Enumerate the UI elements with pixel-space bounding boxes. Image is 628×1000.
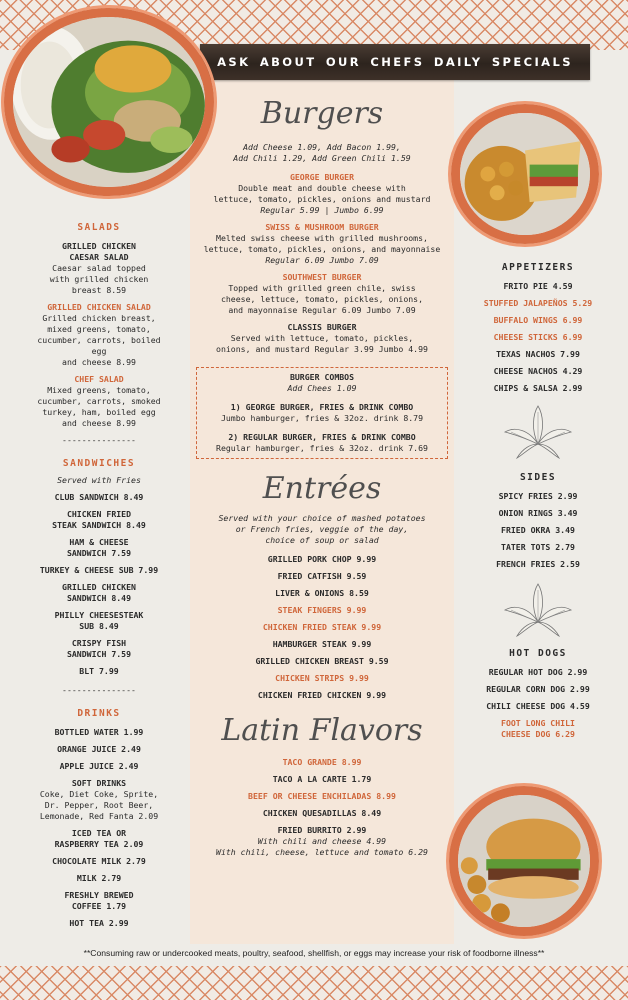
drink-item: HOT TEA 2.99 <box>69 918 129 928</box>
entree-item: CHICKEN FRIED CHICKEN 9.99 <box>257 690 387 700</box>
sandwich-item: BLT 7.99 <box>79 666 119 676</box>
drink-item: BOTTLED WATER 1.99 <box>54 727 144 737</box>
burger-item-name: SWISS & MUSHROOM BURGER <box>265 222 379 232</box>
appetizer-item: TEXAS NACHOS 7.99 <box>496 349 580 359</box>
separator: --------------- <box>62 435 136 445</box>
drink-item: ICED TEA OR RASPBERRY TEA 2.09 <box>54 828 144 849</box>
combos-title: BURGER COMBOS <box>289 372 355 382</box>
salad-item-name: GRILLED CHICKEN CAESAR SALAD <box>62 241 136 262</box>
entree-item: FRIED CATFISH 9.59 <box>277 571 367 581</box>
side-item: SPICY FRIES 2.99 <box>498 491 578 501</box>
salad-item-desc: Grilled chicken breast, mixed greens, tomato, cucumber, carrots, boiled egg and cheese 8.99 <box>37 313 161 367</box>
combo-item-desc: Jumbo hamburger, fries & 32oz. drink 8.79 <box>220 413 424 423</box>
side-item: FRENCH FRIES 2.59 <box>496 559 580 569</box>
salad-item-name: CHEF SALAD <box>74 374 124 384</box>
sandwiches-subtitle: Served with Fries <box>57 475 141 485</box>
salads-title: SALADS <box>77 222 121 233</box>
burger-addons: Add Cheese 1.09, Add Bacon 1.99, Add Chili 1.29, Add Green Chili 1.59 <box>233 142 411 163</box>
daily-specials-banner: ASK ABOUT OUR CHEFS DAILY SPECIALS <box>200 44 590 80</box>
burger-item-desc: Melted swiss cheese with grilled mushrooms, lettuce, tomato, pickles, onions, and mayonnaise Regular 6.09 Jumbo 7.09 <box>203 233 441 265</box>
latin-item: TACO A LA CARTE 1.79 <box>272 774 372 784</box>
drink-item: MILK 2.79 <box>76 873 122 883</box>
appetizer-item: STUFFED JALAPEÑOS 5.29 <box>483 298 593 308</box>
entree-item: CHICKEN STRIPS 9.99 <box>275 673 369 683</box>
drink-item: ORANGE JUICE 2.49 <box>57 744 141 754</box>
burger-item-desc: Served with lettuce, tomato, pickles, onions, and mustard Regular 3.99 Jumbo 4.99 <box>216 333 428 354</box>
separator: --------------- <box>62 685 136 695</box>
hotdog-item: REGULAR CORN DOG 2.99 <box>486 684 590 694</box>
hotdog-item: REGULAR HOT DOG 2.99 <box>488 667 588 677</box>
entree-item: STEAK FINGERS 9.99 <box>277 605 367 615</box>
sandwich-item: CLUB SANDWICH 8.49 <box>54 492 144 502</box>
hot-dogs-title: HOT DOGS <box>509 648 567 659</box>
soft-drinks-desc: Coke, Diet Coke, Sprite, Dr. Pepper, Root Beer, Lemonade, Red Fanta 2.09 <box>39 789 159 821</box>
combo-item-name: 1) GEORGE BURGER, FRIES & DRINK COMBO <box>230 402 414 412</box>
hotdog-item: FOOT LONG CHILI CHEESE DOG 6.29 <box>501 718 575 739</box>
entrees-title: Entrées <box>262 471 382 506</box>
salad-item-name: GRILLED CHICKEN SALAD <box>47 302 151 312</box>
burger-combos-box <box>196 367 448 459</box>
appetizer-item: CHEESE NACHOS 4.29 <box>493 366 583 376</box>
sandwich-item: CRISPY FISH SANDWICH 7.59 <box>66 638 132 659</box>
side-item: TATER TOTS 2.79 <box>501 542 575 552</box>
entree-item: GRILLED CHICKEN BREAST 9.59 <box>255 656 389 666</box>
sides-title: SIDES <box>519 472 557 483</box>
burrito-options: With chili and cheese 4.99 With chili, cheese, lettuce and tomato 6.29 <box>216 836 428 857</box>
side-item: ONION RINGS 3.49 <box>498 508 578 518</box>
drinks-title: DRINKS <box>77 708 121 719</box>
flower-icon <box>503 582 573 638</box>
side-item: FRIED OKRA 3.49 <box>501 525 575 535</box>
appetizer-item: BUFFALO WINGS 6.99 <box>493 315 583 325</box>
flower-icon <box>503 404 573 460</box>
latin-item: FRIED BURRITO 2.99 <box>277 825 367 835</box>
drink-item: CHOCOLATE MILK 2.79 <box>52 856 146 866</box>
drink-item: FRESHLY BREWED COFFEE 1.79 <box>64 890 134 911</box>
entree-item: GRILLED PORK CHOP 9.99 <box>267 554 377 564</box>
bottom-lattice-border <box>0 966 628 1000</box>
latin-item: CHICKEN QUESADILLAS 8.49 <box>262 808 382 818</box>
appetizer-item: CHIPS & SALSA 2.99 <box>493 383 583 393</box>
combos-subtitle: Add Chees 1.09 <box>287 383 357 393</box>
combo-item-name: 2) REGULAR BURGER, FRIES & DRINK COMBO <box>228 432 416 442</box>
burger-item-desc: Double meat and double cheese with lettuce, tomato, pickles, onions and mustard Regular 5.99 | Jumbo 6.99 <box>213 183 431 215</box>
salad-photo <box>4 8 214 196</box>
sandwich-item: GRILLED CHICKEN SANDWICH 8.49 <box>62 582 136 603</box>
salad-item-desc: Caesar salad topped with grilled chicken breast 8.59 <box>49 263 149 295</box>
combo-item-desc: Regular hamburger, fries & 32oz. drink 7.69 <box>216 443 428 453</box>
burger-item-name: GEORGE BURGER <box>289 172 355 182</box>
burger-item-desc: Topped with grilled green chile, swiss cheese, lettuce, tomato, pickles, onions, and mayonnaise Regular 6.09 Jumbo 7.09 <box>220 283 424 315</box>
sandwich-item: CHICKEN FRIED STEAK SANDWICH 8.49 <box>52 509 146 530</box>
sandwich-photo <box>451 104 599 244</box>
appetizer-item: FRITO PIE 4.59 <box>503 281 573 291</box>
sandwich-item: PHILLY CHEESESTEAK SUB 8.49 <box>54 610 144 631</box>
entree-item: LIVER & ONIONS 8.59 <box>275 588 369 598</box>
burgers-title: Burgers <box>260 96 384 131</box>
entree-item: CHICKEN FRIED STEAK 9.99 <box>262 622 382 632</box>
drink-item: APPLE JUICE 2.49 <box>59 761 139 771</box>
burger-item-name: SOUTHWEST BURGER <box>282 272 362 282</box>
foodborne-illness-disclaimer: **Consuming raw or undercooked meats, poultry, seafood, shellfish, or eggs may increase your risk of foodborne illness** <box>83 948 545 958</box>
latin-item: TACO GRANDE 8.99 <box>282 757 362 767</box>
appetizers-title: APPETIZERS <box>501 262 575 273</box>
burger-photo <box>449 786 599 936</box>
appetizer-item: CHEESE STICKS 6.99 <box>493 332 583 342</box>
hotdog-item: CHILI CHEESE DOG 4.59 <box>486 701 590 711</box>
salad-item-desc: Mixed greens, tomato, cucumber, carrots, smoked turkey, ham, boiled egg and cheese 8.99 <box>37 385 161 428</box>
right-column <box>454 262 622 740</box>
entree-item: HAMBURGER STEAK 9.99 <box>272 639 372 649</box>
latin-item: BEEF OR CHEESE ENCHILADAS 8.99 <box>248 791 396 801</box>
entrees-intro: Served with your choice of mashed potatoes or French fries, veggie of the day, choice of soup or salad <box>218 513 426 545</box>
sandwich-item: TURKEY & CHEESE SUB 7.99 <box>39 565 159 575</box>
drink-item: SOFT DRINKS <box>71 778 127 788</box>
center-column <box>190 96 454 858</box>
burger-item-name: CLASSIS BURGER <box>287 322 357 332</box>
left-column <box>8 222 190 929</box>
latin-flavors-title: Latin Flavors <box>221 713 423 748</box>
sandwich-item: HAM & CHEESE SANDWICH 7.59 <box>66 537 132 558</box>
sandwiches-title: SANDWICHES <box>62 458 136 469</box>
